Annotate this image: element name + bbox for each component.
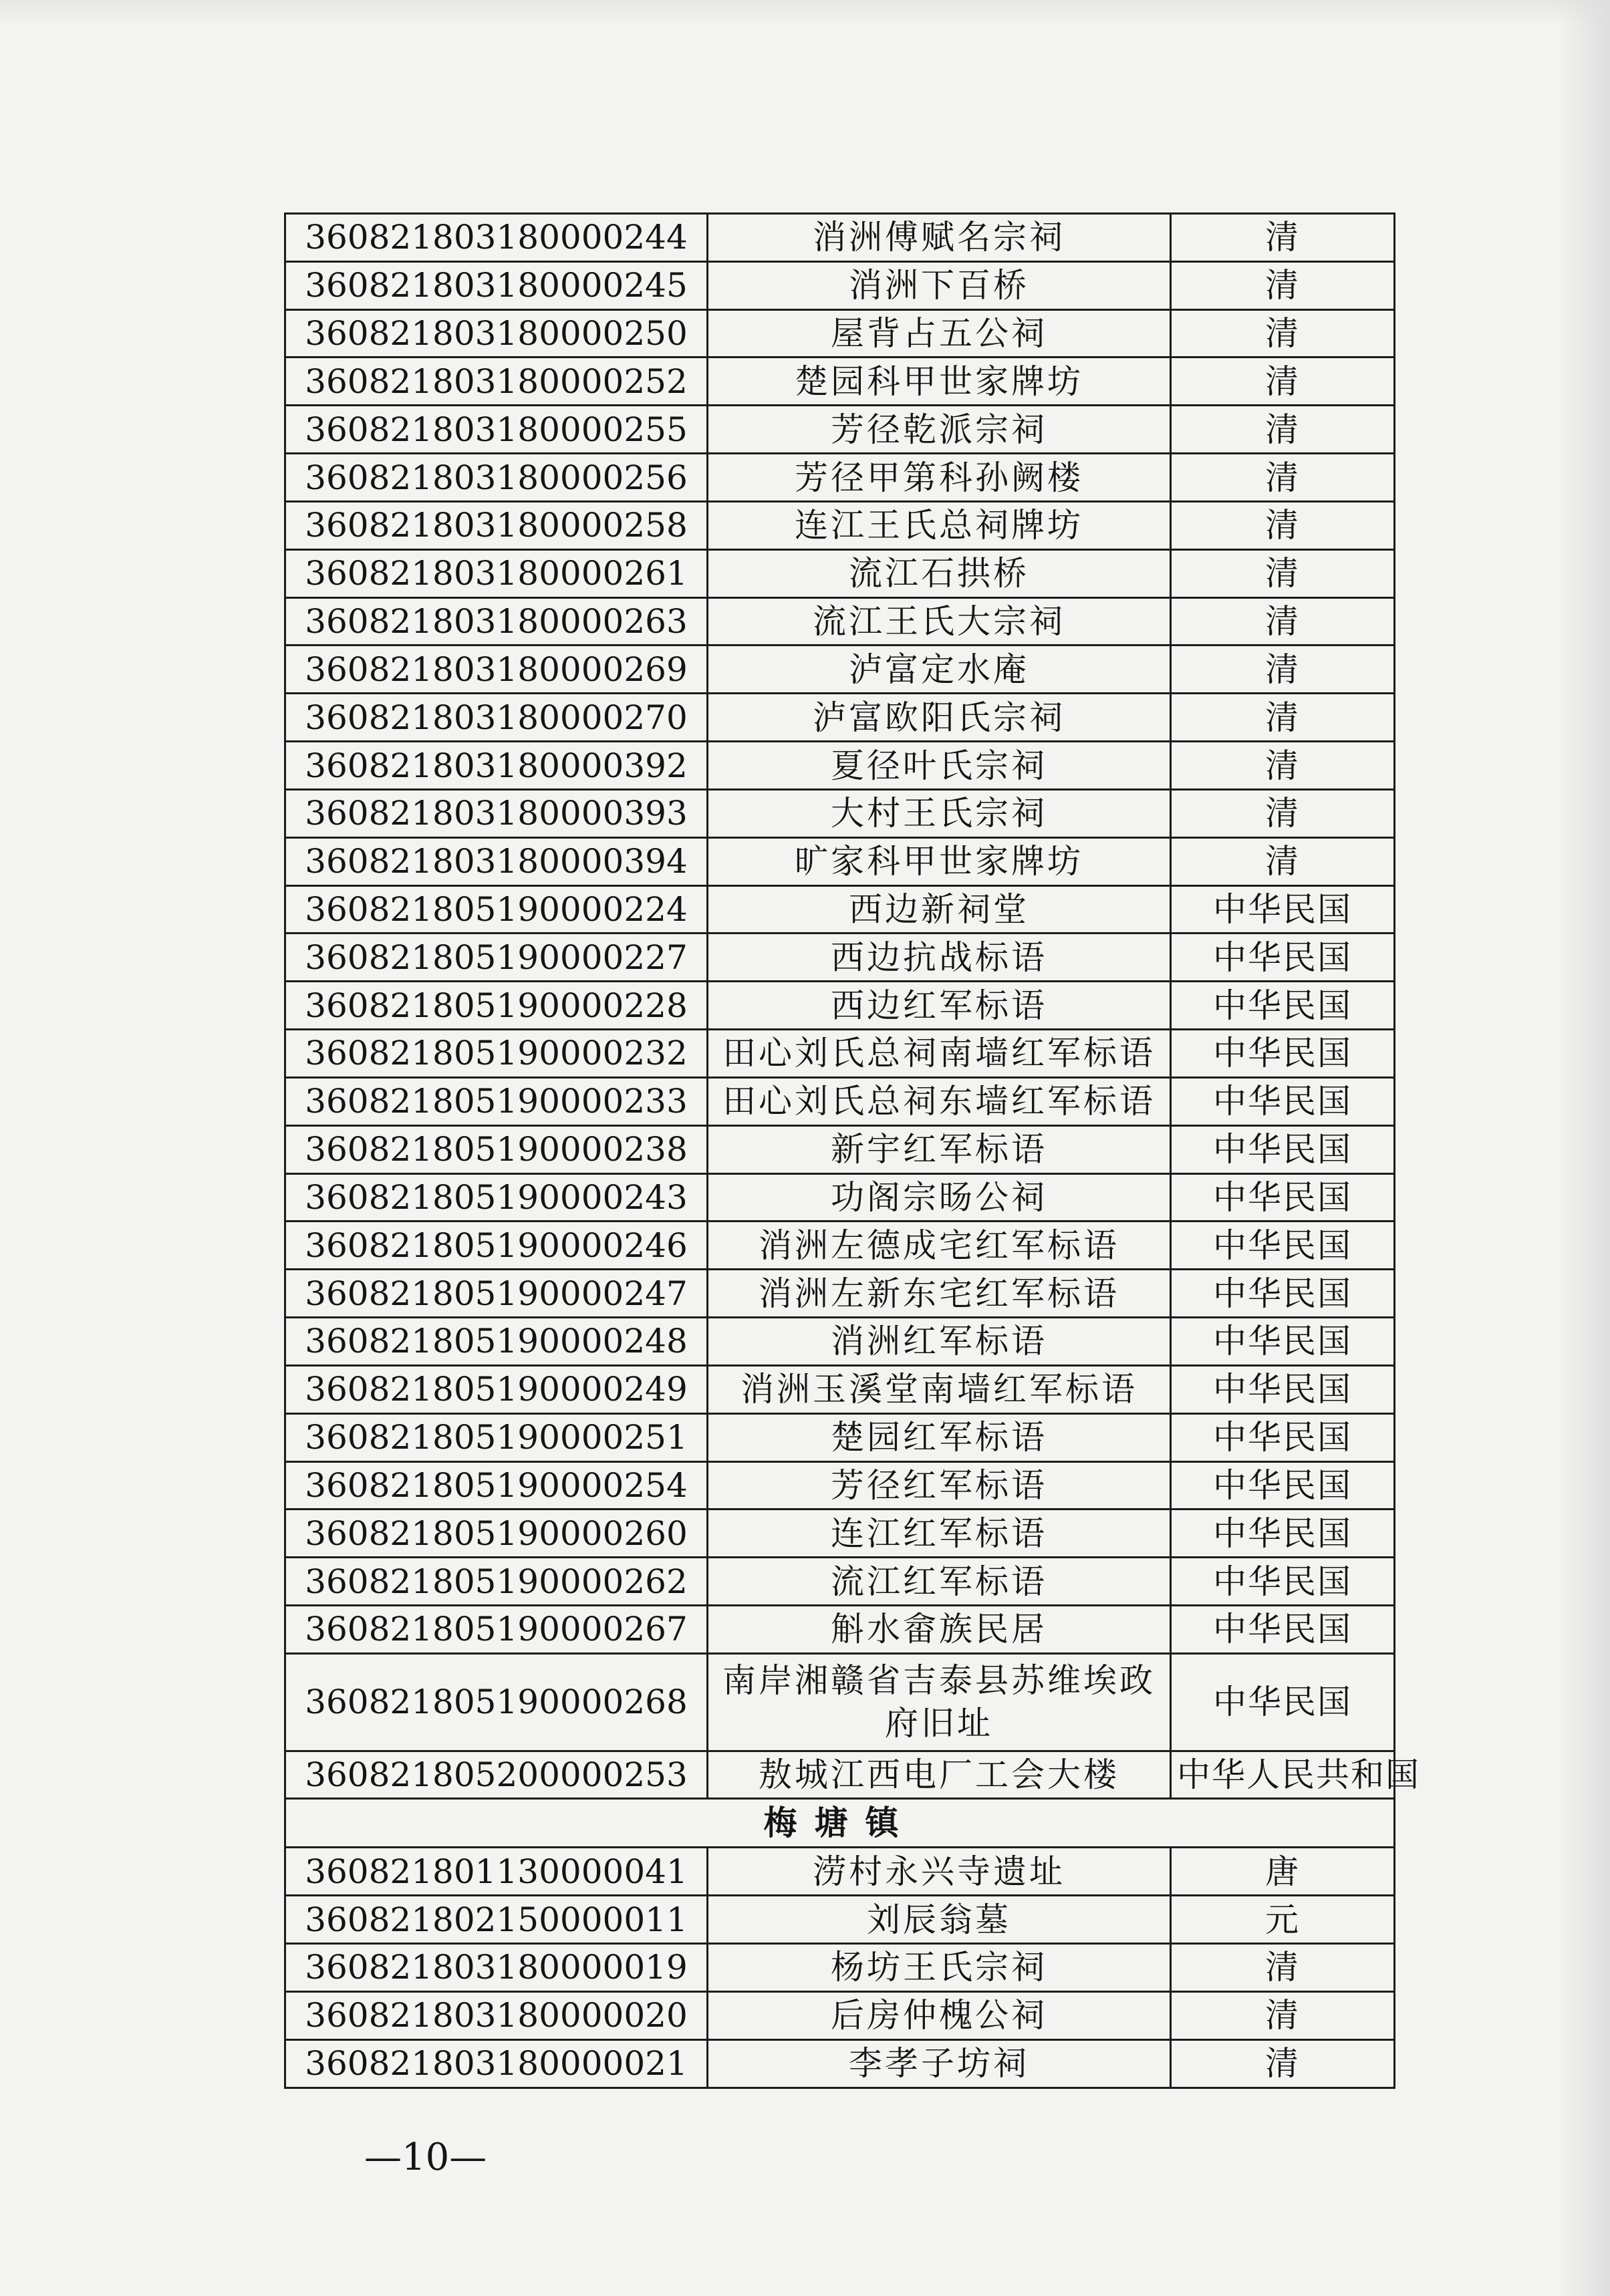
name-cell: 连江红军标语 bbox=[708, 1510, 1171, 1558]
name-cell: 新宇红军标语 bbox=[708, 1125, 1171, 1173]
name-cell: 西边新祠堂 bbox=[708, 885, 1171, 934]
era-cell: 清 bbox=[1171, 645, 1395, 694]
era-cell: 中华民国 bbox=[1171, 1270, 1395, 1318]
table-row bbox=[285, 789, 1395, 837]
era-cell: 清 bbox=[1171, 789, 1395, 837]
code-cell: 360821805190000233 bbox=[285, 1077, 708, 1125]
section-title: 梅塘镇 bbox=[285, 1799, 1395, 1848]
page-edge-shadow bbox=[0, 0, 1610, 27]
table-row bbox=[285, 406, 1395, 454]
era-cell: 中华人民共和国 bbox=[1171, 1751, 1395, 1799]
era-cell: 清 bbox=[1171, 742, 1395, 790]
code-cell: 360821803180000392 bbox=[285, 742, 708, 790]
name-cell: 屋背占五公祠 bbox=[708, 309, 1171, 357]
era-cell: 唐 bbox=[1171, 1848, 1395, 1896]
code-cell: 360821803180000255 bbox=[285, 406, 708, 454]
name-cell: 刘辰翁墓 bbox=[708, 1896, 1171, 1944]
code-cell: 360821803180000270 bbox=[285, 694, 708, 742]
table-row bbox=[285, 1606, 1395, 1654]
era-cell: 清 bbox=[1171, 2039, 1395, 2088]
era-cell: 清 bbox=[1171, 309, 1395, 357]
name-cell: 消洲红军标语 bbox=[708, 1318, 1171, 1366]
code-cell: 360821805190000254 bbox=[285, 1461, 708, 1510]
era-cell: 清 bbox=[1171, 501, 1395, 549]
name-cell: 泸富定水庵 bbox=[708, 645, 1171, 694]
era-cell: 中华民国 bbox=[1171, 1413, 1395, 1461]
era-cell: 中华民国 bbox=[1171, 1077, 1395, 1125]
code-cell: 360821805190000227 bbox=[285, 934, 708, 982]
code-cell: 360821803180000245 bbox=[285, 261, 708, 309]
table-row bbox=[285, 549, 1395, 597]
era-cell: 中华民国 bbox=[1171, 1030, 1395, 1078]
name-cell: 涝村永兴寺遗址 bbox=[708, 1848, 1171, 1896]
code-cell: 360821803180000394 bbox=[285, 837, 708, 885]
name-cell: 南岸湘赣省吉泰县苏维埃政府旧址 bbox=[708, 1653, 1171, 1751]
name-cell: 楚园红军标语 bbox=[708, 1413, 1171, 1461]
name-cell: 芳径甲第科孙阙楼 bbox=[708, 454, 1171, 502]
table-row bbox=[285, 261, 1395, 309]
table-row bbox=[285, 1991, 1395, 2039]
name-cell: 大村王氏宗祠 bbox=[708, 789, 1171, 837]
table-row bbox=[285, 1896, 1395, 1944]
code-cell: 360821805190000246 bbox=[285, 1222, 708, 1270]
name-cell: 斛水畲族民居 bbox=[708, 1606, 1171, 1654]
code-cell: 360821805190000267 bbox=[285, 1606, 708, 1654]
table-row bbox=[285, 1461, 1395, 1510]
era-cell: 中华民国 bbox=[1171, 1173, 1395, 1222]
name-cell: 李孝子坊祠 bbox=[708, 2039, 1171, 2088]
heritage-list-table bbox=[284, 212, 1420, 2089]
code-cell: 360821803180000019 bbox=[285, 1943, 708, 1991]
era-cell: 清 bbox=[1171, 261, 1395, 309]
table-row bbox=[285, 1077, 1395, 1125]
code-cell: 360821803180000261 bbox=[285, 549, 708, 597]
era-cell: 清 bbox=[1171, 214, 1395, 262]
page-number: —10— bbox=[364, 2136, 487, 2179]
era-cell: 清 bbox=[1171, 549, 1395, 597]
code-cell: 360821803180000258 bbox=[285, 501, 708, 549]
table-body bbox=[285, 214, 1420, 2088]
name-cell: 消洲傅赋名宗祠 bbox=[708, 214, 1171, 262]
table-row bbox=[285, 645, 1395, 694]
code-cell: 360821803180000269 bbox=[285, 645, 708, 694]
table-row bbox=[285, 1318, 1395, 1366]
code-cell: 360821805190000251 bbox=[285, 1413, 708, 1461]
era-cell: 中华民国 bbox=[1171, 1125, 1395, 1173]
table-row bbox=[285, 837, 1395, 885]
code-cell: 360821805190000224 bbox=[285, 885, 708, 934]
code-cell: 360821802150000011 bbox=[285, 1896, 708, 1944]
code-cell: 360821803180000393 bbox=[285, 789, 708, 837]
era-cell: 中华民国 bbox=[1171, 1461, 1395, 1510]
code-cell: 360821805190000260 bbox=[285, 1510, 708, 1558]
code-cell: 360821805190000249 bbox=[285, 1365, 708, 1413]
table-row bbox=[285, 742, 1395, 790]
code-cell: 360821805200000253 bbox=[285, 1751, 708, 1799]
table-row bbox=[285, 1365, 1395, 1413]
table-row bbox=[285, 1125, 1395, 1173]
table-row bbox=[285, 597, 1395, 645]
era-cell: 清 bbox=[1171, 406, 1395, 454]
table-row bbox=[285, 885, 1395, 934]
table-row bbox=[285, 1413, 1395, 1461]
era-cell: 清 bbox=[1171, 357, 1395, 406]
table-row bbox=[285, 982, 1395, 1030]
table-row bbox=[285, 1558, 1395, 1606]
era-cell: 中华民国 bbox=[1171, 1318, 1395, 1366]
name-cell: 田心刘氏总祠南墙红军标语 bbox=[708, 1030, 1171, 1078]
table-row bbox=[285, 1848, 1395, 1896]
table-row bbox=[285, 1173, 1395, 1222]
era-cell: 清 bbox=[1171, 597, 1395, 645]
name-cell: 楚园科甲世家牌坊 bbox=[708, 357, 1171, 406]
table-row bbox=[285, 501, 1395, 549]
page-edge-shadow bbox=[1557, 0, 1610, 2296]
name-cell: 流江红军标语 bbox=[708, 1558, 1171, 1606]
name-cell: 田心刘氏总祠东墙红军标语 bbox=[708, 1077, 1171, 1125]
era-cell: 中华民国 bbox=[1171, 1653, 1395, 1751]
name-cell: 夏径叶氏宗祠 bbox=[708, 742, 1171, 790]
code-cell: 360821803180000244 bbox=[285, 214, 708, 262]
name-cell: 消洲玉溪堂南墙红军标语 bbox=[708, 1365, 1171, 1413]
code-cell: 360821805190000268 bbox=[285, 1653, 708, 1751]
name-cell: 消洲左德成宅红军标语 bbox=[708, 1222, 1171, 1270]
table-row bbox=[285, 1943, 1395, 1991]
table-row bbox=[285, 1030, 1395, 1078]
era-cell: 中华民国 bbox=[1171, 1510, 1395, 1558]
name-cell: 芳径红军标语 bbox=[708, 1461, 1171, 1510]
code-cell: 360821805190000243 bbox=[285, 1173, 708, 1222]
code-cell: 360821805190000247 bbox=[285, 1270, 708, 1318]
table-row bbox=[285, 309, 1395, 357]
era-cell: 清 bbox=[1171, 694, 1395, 742]
name-cell: 功阁宗旸公祠 bbox=[708, 1173, 1171, 1222]
era-cell: 清 bbox=[1171, 837, 1395, 885]
table-row bbox=[285, 1270, 1395, 1318]
name-cell: 流江石拱桥 bbox=[708, 549, 1171, 597]
era-cell: 清 bbox=[1171, 454, 1395, 502]
table-row bbox=[285, 1222, 1395, 1270]
code-cell: 360821803180000263 bbox=[285, 597, 708, 645]
table-row bbox=[285, 1653, 1395, 1751]
code-cell: 360821803180000020 bbox=[285, 1991, 708, 2039]
era-cell: 清 bbox=[1171, 1991, 1395, 2039]
name-cell: 流江王氏大宗祠 bbox=[708, 597, 1171, 645]
era-cell: 中华民国 bbox=[1171, 934, 1395, 982]
name-cell: 消洲下百桥 bbox=[708, 261, 1171, 309]
name-cell: 后房仲槐公祠 bbox=[708, 1991, 1171, 2039]
era-cell: 中华民国 bbox=[1171, 885, 1395, 934]
code-cell: 360821805190000232 bbox=[285, 1030, 708, 1078]
era-cell: 中华民国 bbox=[1171, 1558, 1395, 1606]
code-cell: 360821805190000238 bbox=[285, 1125, 708, 1173]
table-row bbox=[285, 934, 1395, 982]
name-cell: 杨坊王氏宗祠 bbox=[708, 1943, 1171, 1991]
table-row bbox=[285, 1510, 1395, 1558]
table-row bbox=[285, 214, 1395, 262]
code-cell: 360821801130000041 bbox=[285, 1848, 708, 1896]
name-cell: 芳径乾派宗祠 bbox=[708, 406, 1171, 454]
name-cell: 消洲左新东宅红军标语 bbox=[708, 1270, 1171, 1318]
era-cell: 中华民国 bbox=[1171, 982, 1395, 1030]
era-cell: 元 bbox=[1171, 1896, 1395, 1944]
section-header-row bbox=[285, 1799, 1395, 1848]
table-row bbox=[285, 1751, 1395, 1799]
code-cell: 360821803180000250 bbox=[285, 309, 708, 357]
code-cell: 360821803180000256 bbox=[285, 454, 708, 502]
name-cell: 旷家科甲世家牌坊 bbox=[708, 837, 1171, 885]
name-cell: 西边红军标语 bbox=[708, 982, 1171, 1030]
name-cell: 西边抗战标语 bbox=[708, 934, 1171, 982]
table-row bbox=[285, 357, 1395, 406]
code-cell: 360821805190000262 bbox=[285, 1558, 708, 1606]
table-row bbox=[285, 2039, 1395, 2088]
name-cell: 泸富欧阳氏宗祠 bbox=[708, 694, 1171, 742]
name-cell: 连江王氏总祠牌坊 bbox=[708, 501, 1171, 549]
code-cell: 360821805190000248 bbox=[285, 1318, 708, 1366]
code-cell: 360821803180000021 bbox=[285, 2039, 708, 2088]
era-cell: 中华民国 bbox=[1171, 1606, 1395, 1654]
table-row bbox=[285, 454, 1395, 502]
code-cell: 360821805190000228 bbox=[285, 982, 708, 1030]
era-cell: 清 bbox=[1171, 1943, 1395, 1991]
era-cell: 中华民国 bbox=[1171, 1222, 1395, 1270]
code-cell: 360821803180000252 bbox=[285, 357, 708, 406]
table-row bbox=[285, 694, 1395, 742]
era-cell: 中华民国 bbox=[1171, 1365, 1395, 1413]
name-cell: 敖城江西电厂工会大楼 bbox=[708, 1751, 1171, 1799]
